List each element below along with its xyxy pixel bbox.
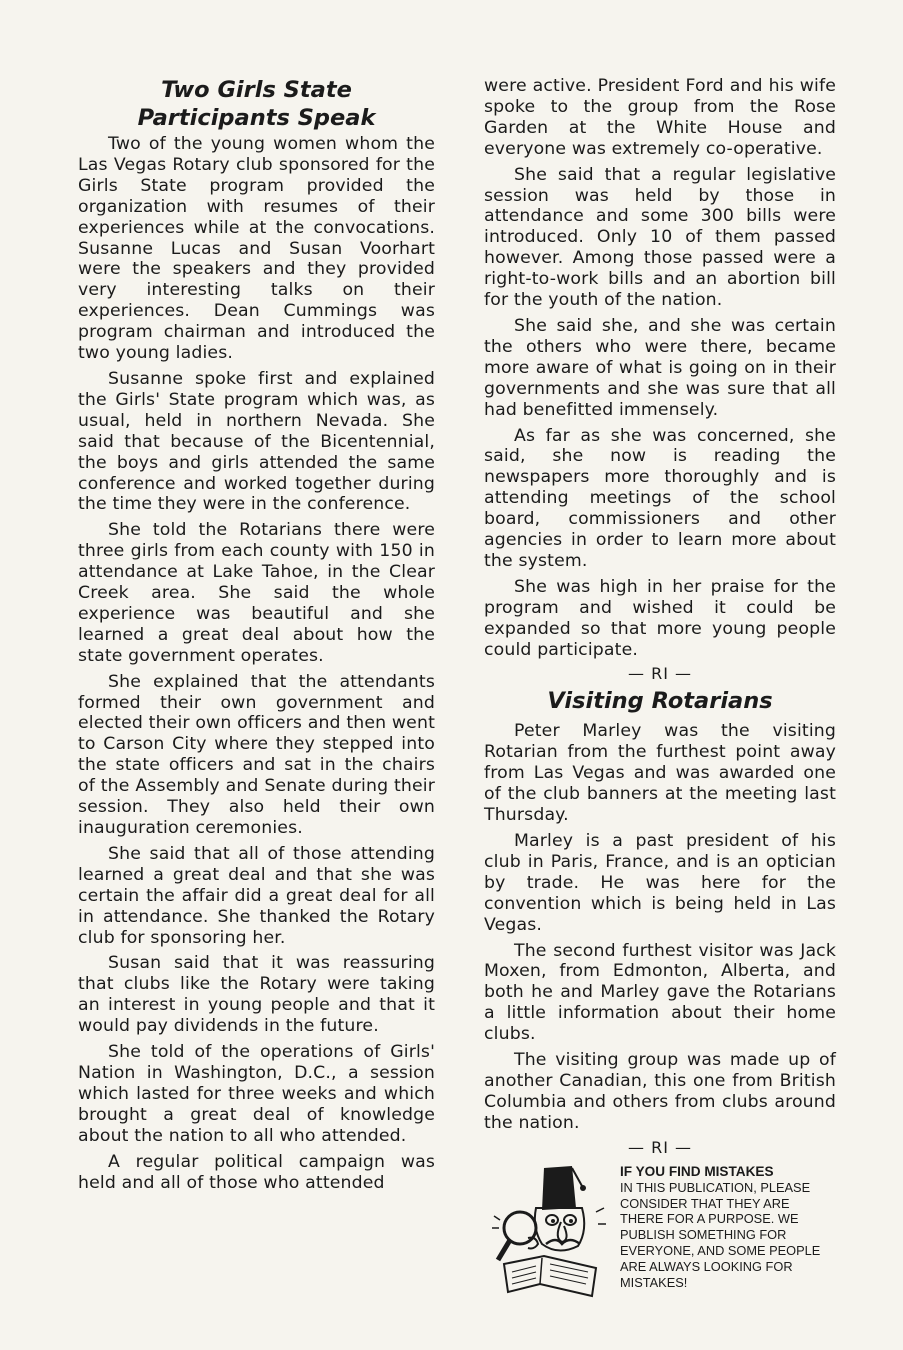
title-line-1: Two Girls State — [161, 77, 352, 103]
article-title-girls-state — [78, 76, 435, 132]
notice-lead: IF YOU FIND MISTAKES — [620, 1163, 774, 1179]
article-paragraph: Marley is a past president of his club in Paris, France, and is an optician by trade. He was here for the convention which is being held in Las Vegas. — [484, 831, 836, 935]
mistakes-notice — [484, 1164, 836, 1304]
article-paragraph: She said she, and she was certain the others who were there, became more aware of what is going on in their governments and she was sure that all had benefitted immensely. — [484, 315, 836, 420]
ri-separator: — RI — — [627, 1137, 692, 1157]
article-paragraph: She told of the operations of Girls' Nation in Washington, D.C., a session which lasted for three weeks and which brought a great deal of knowledge about the nation to all who attended. — [78, 1042, 435, 1146]
article-title-visiting-rotarians: Visiting Rotarians — [547, 688, 773, 715]
article-paragraph-continued: were active. President Ford and his wife spoke to the group from the Rose Garden at the White House and everyone was extremely co-operative. — [484, 76, 836, 159]
left-column — [78, 76, 435, 1193]
ri-separator: — RI — — [627, 664, 692, 684]
article-paragraph: She told the Rotarians there were three girls from each county with 150 in attendance at Lake Tahoe, in the Clear Creek area. She said the whole experience was beautiful and she learned a great deal about how the state government operates. — [78, 520, 435, 666]
article-paragraph: She said that a regular legislative session was held by those in attendance and some 300 bills were introduced. Only 10 of them passed however. Among those passed were a right-to-work bills and an abortion bill for the youth of the nation. — [484, 164, 836, 311]
notice-body: IN THIS PUBLICATION, PLEASE CONSIDER THAT THEY ARE THERE FOR A PURPOSE. WE PUBLISH SOMETHING FOR EVERYONE, AND SOME PEOPLE ARE ALWAYS LOOKING FOR MISTAKES! — [620, 1179, 821, 1291]
title-line-2: Participants Speak — [137, 105, 376, 131]
article-paragraph: She said that all of those attending learned a great deal and that she was certain the affair did a great deal for all in attendance. She thanked the Rotary club for sponsoring her. — [78, 843, 435, 948]
article-paragraph: She was high in her praise for the program and wished it could be expanded so that more young people could participate. — [484, 576, 836, 660]
right-column — [484, 76, 836, 1304]
article-paragraph: Susanne spoke first and explained the Girls' State program which was, as usual, held in northern Nevada. She said that because of the Bicentennial, the boys and girls attended the same conference and worked together during the time they were in the conference. — [78, 368, 435, 515]
magnifying-glass-reader-cartoon-icon — [484, 1164, 614, 1304]
article-paragraph: As far as she was concerned, she said, she now is reading the newspapers more thoroughly and is attending meetings of the school board, commissioners and other agencies in order to learn more about the system. — [484, 425, 836, 571]
article-paragraph: Susan said that it was reassuring that clubs like the Rotary were taking an interest in young people and that it would pay dividends in the future. — [78, 953, 435, 1037]
article-paragraph: She explained that the attendants formed their own government and elected their own officers and then went to Carson City where they stepped into the state officers and sat in the chairs of the Assembly and Senate during their session. They also held their own inauguration ceremonies. — [78, 671, 435, 838]
article-paragraph: The second furthest visitor was Jack Moxen, from Edmonton, Alberta, and both he and Marley gave the Rotarians a little information about their home clubs. — [484, 940, 836, 1045]
article-paragraph: Peter Marley was the visiting Rotarian from the furthest point away from Las Vegas and was awarded one of the club banners at the meeting last Thursday. — [484, 721, 836, 826]
article-paragraph: Two of the young women whom the Las Vegas Rotary club sponsored for the Girls State program provided the organization with resumes of their experiences while at the convocations. Susanne Lucas and Susan Voorhart were the speakers and they provided very interesting talks on their experiences. Dean Cummings was program chairman and introduced the two young ladies. — [78, 134, 435, 364]
article-paragraph: The visiting group was made up of another Canadian, this one from British Columbia and others from clubs around the nation. — [484, 1050, 836, 1133]
article-paragraph: A regular political campaign was held and all of those who attended — [78, 1151, 435, 1193]
mistakes-notice-text — [620, 1164, 836, 1291]
